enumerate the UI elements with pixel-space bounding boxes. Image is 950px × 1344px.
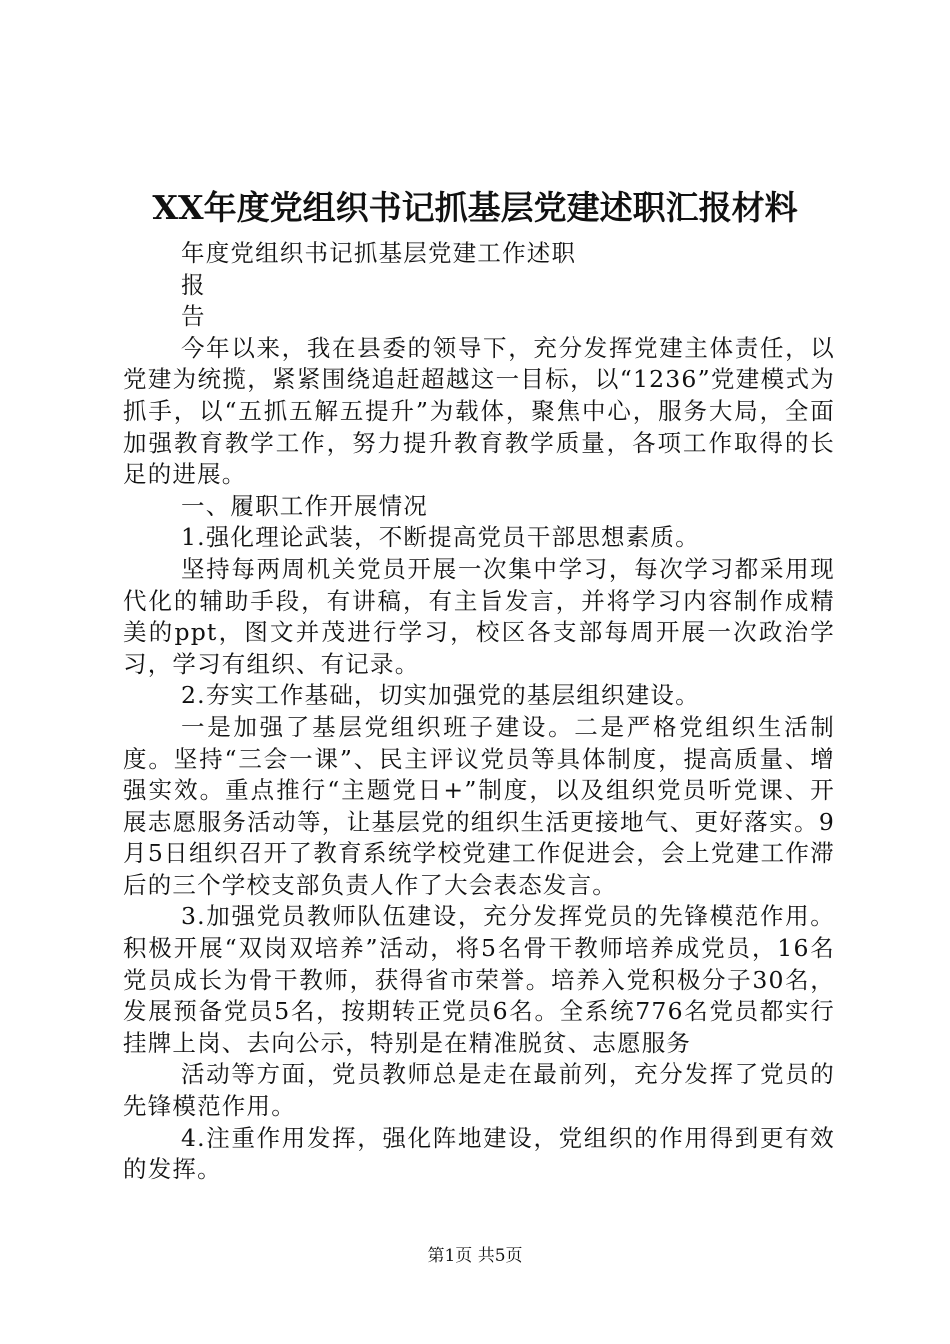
paragraph: 一是加强了基层党组织班子建设。二是严格党组织生活制度。坚持“三会一课”、民主评议党员等具体制度，提高质量、增强实效。重点推行“主题党日+”制度，以及组织党员听党课、开展志愿服务活动等，让基层党的组织生活更接地气、更好落实。9月5日组织召开了教育系统学校党建工作促进会，会上党建工作滞后的三个学校支部负责人作了大会表态发言。	[123, 712, 835, 899]
subsection-heading: 1.强化理论武装，不断提高党员干部思想素质。	[181, 523, 700, 552]
document-body	[123, 238, 835, 1186]
subtitle-line: 年度党组织书记抓基层党建工作述职	[181, 239, 577, 267]
subtitle-line: 报	[181, 270, 206, 299]
page-footer: 第1页 共5页	[427, 1246, 523, 1266]
paragraph: 今年以来，我在县委的领导下，充分发挥党建主体责任，以党建为统揽，紧紧围绕追赶超越这一目标，以“1236”党建模式为抓手，以“五抓五解五提升”为载体，聚焦中心，服务大局，全面加强教育教学工作，努力提升教育教学质量，各项工作取得的长足的进展。	[123, 333, 835, 489]
subtitle-line: 告	[181, 302, 206, 331]
paragraph: 活动等方面，党员教师总是走在最前列，充分发挥了党员的先锋模范作用。	[123, 1060, 835, 1121]
subsection-heading: 4.注重作用发挥，强化阵地建设，党组织的作用得到更有效的发挥。	[123, 1123, 835, 1184]
paragraph: 坚持每两周机关党员开展一次集中学习，每次学习都采用现代化的辅助手段，有讲稿，有主旨发言，并将学习内容制作成精美的ppt，图文并茂进行学习，校区各支部每周开展一次政治学习，学习有组织、有记录。	[123, 554, 835, 678]
subsection-heading: 2.夯实工作基础，切实加强党的基层组织建设。	[181, 681, 700, 710]
paragraph: 3.加强党员教师队伍建设，充分发挥党员的先锋模范作用。积极开展“双岗双培养”活动，将5名骨干教师培养成党员，16名党员成长为骨干教师，获得省市荣誉。培养入党积极分子30名，发展预备党员5名，按期转正党员6名。全系统776名党员都实行挂牌上岗、去向公示，特别是在精准脱贫、志愿服务	[123, 902, 835, 1057]
document-title: XX年度党组织书记抓基层党建述职汇报材料	[152, 188, 798, 227]
section-heading: 一、履职工作开展情况	[181, 491, 428, 520]
